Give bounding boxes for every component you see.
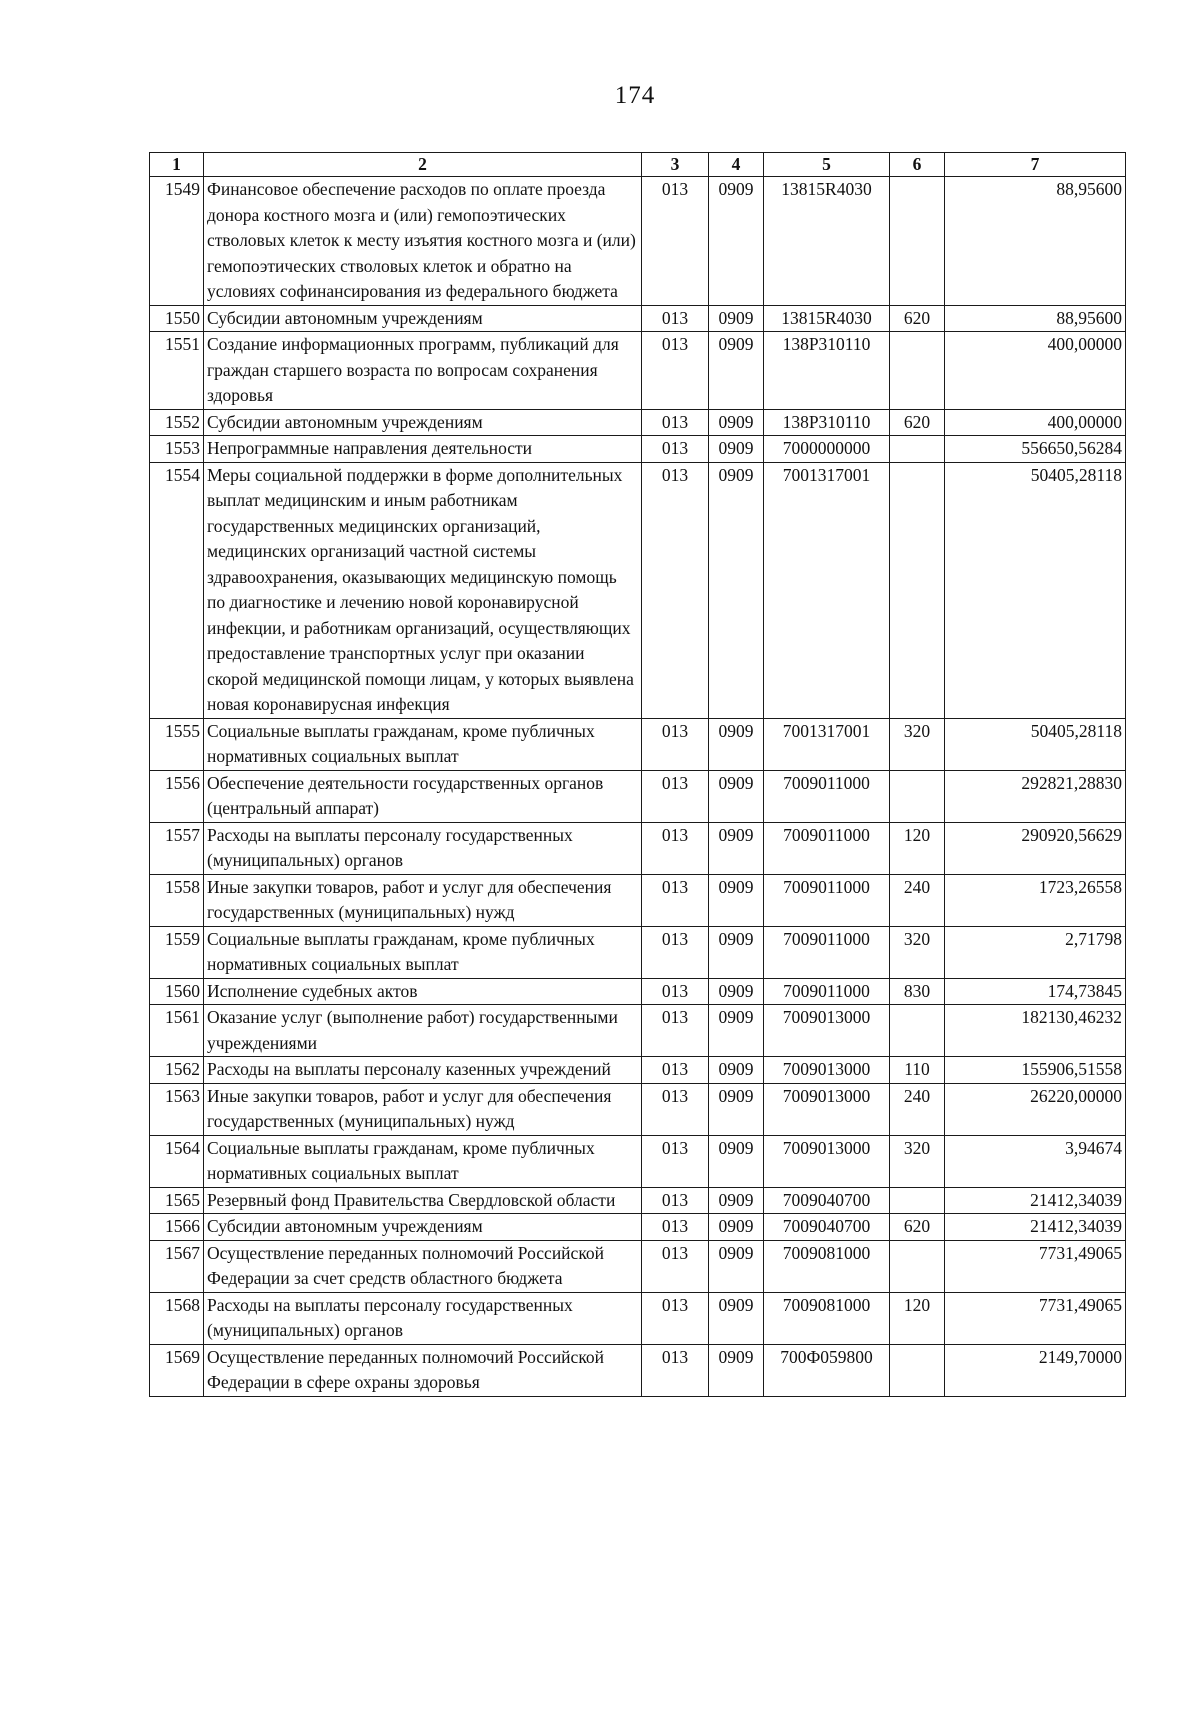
expense-type-code: [890, 1344, 945, 1396]
target-article-code: 7000000000: [764, 436, 890, 463]
ministry-code: 013: [642, 1135, 709, 1187]
target-article-code: 7009011000: [764, 926, 890, 978]
row-number: 1550: [150, 305, 204, 332]
target-article-code: 700Ф059800: [764, 1344, 890, 1396]
row-number: 1560: [150, 978, 204, 1005]
section-code: 0909: [709, 718, 764, 770]
expense-type-code: 620: [890, 305, 945, 332]
amount: 3,94674: [945, 1135, 1126, 1187]
section-code: 0909: [709, 978, 764, 1005]
ministry-code: 013: [642, 770, 709, 822]
row-number: 1565: [150, 1187, 204, 1214]
section-code: 0909: [709, 822, 764, 874]
section-code: 0909: [709, 1005, 764, 1057]
row-description: Создание информационных программ, публикаций для граждан старшего возраста по вопросам сохранения здоровья: [204, 332, 642, 410]
row-number: 1564: [150, 1135, 204, 1187]
amount: 174,73845: [945, 978, 1126, 1005]
amount: 2,71798: [945, 926, 1126, 978]
target-article-code: 7009081000: [764, 1240, 890, 1292]
table-header-row: [150, 153, 1126, 177]
row-number: 1554: [150, 462, 204, 718]
row-number: 1553: [150, 436, 204, 463]
ministry-code: 013: [642, 1057, 709, 1084]
row-number: 1567: [150, 1240, 204, 1292]
expense-type-code: [890, 177, 945, 306]
table-row: [150, 874, 1126, 926]
row-description: Социальные выплаты гражданам, кроме публичных нормативных социальных выплат: [204, 926, 642, 978]
target-article-code: 13815R4030: [764, 177, 890, 306]
section-code: 0909: [709, 926, 764, 978]
row-number: 1559: [150, 926, 204, 978]
ministry-code: 013: [642, 1344, 709, 1396]
expense-type-code: [890, 1187, 945, 1214]
ministry-code: 013: [642, 874, 709, 926]
row-description: Субсидии автономным учреждениям: [204, 305, 642, 332]
row-description: Резервный фонд Правительства Свердловской области: [204, 1187, 642, 1214]
amount: 292821,28830: [945, 770, 1126, 822]
expense-type-code: [890, 1240, 945, 1292]
section-code: 0909: [709, 1135, 764, 1187]
header-col-5: 5: [764, 153, 890, 177]
expense-type-code: [890, 332, 945, 410]
header-col-2: 2: [204, 153, 642, 177]
row-number: 1562: [150, 1057, 204, 1084]
row-number: 1555: [150, 718, 204, 770]
target-article-code: 7009011000: [764, 822, 890, 874]
table-row: [150, 332, 1126, 410]
section-code: 0909: [709, 1214, 764, 1241]
row-number: 1551: [150, 332, 204, 410]
target-article-code: 7009013000: [764, 1135, 890, 1187]
row-number: 1557: [150, 822, 204, 874]
table-row: [150, 926, 1126, 978]
ministry-code: 013: [642, 1083, 709, 1135]
section-code: 0909: [709, 1083, 764, 1135]
row-number: 1556: [150, 770, 204, 822]
row-description: Социальные выплаты гражданам, кроме публичных нормативных социальных выплат: [204, 1135, 642, 1187]
amount: 50405,28118: [945, 462, 1126, 718]
expense-type-code: 320: [890, 926, 945, 978]
table-row: [150, 436, 1126, 463]
amount: 556650,56284: [945, 436, 1126, 463]
section-code: 0909: [709, 1057, 764, 1084]
expense-type-code: 830: [890, 978, 945, 1005]
target-article-code: 7001317001: [764, 462, 890, 718]
row-number: 1568: [150, 1292, 204, 1344]
amount: 21412,34039: [945, 1187, 1126, 1214]
expense-type-code: 320: [890, 1135, 945, 1187]
table-row: [150, 1292, 1126, 1344]
table-row: [150, 409, 1126, 436]
ministry-code: 013: [642, 1005, 709, 1057]
expense-type-code: 240: [890, 1083, 945, 1135]
section-code: 0909: [709, 436, 764, 463]
target-article-code: 13815R4030: [764, 305, 890, 332]
amount: 290920,56629: [945, 822, 1126, 874]
table-row: [150, 1083, 1126, 1135]
table-row: [150, 1214, 1126, 1241]
amount: 88,95600: [945, 305, 1126, 332]
row-description: Расходы на выплаты персоналу государственных (муниципальных) органов: [204, 822, 642, 874]
ministry-code: 013: [642, 1214, 709, 1241]
section-code: 0909: [709, 1344, 764, 1396]
header-col-3: 3: [642, 153, 709, 177]
target-article-code: 7009040700: [764, 1187, 890, 1214]
row-description: Осуществление переданных полномочий Российской Федерации за счет средств областного бюджета: [204, 1240, 642, 1292]
amount: 7731,49065: [945, 1292, 1126, 1344]
row-description: Расходы на выплаты персоналу государственных (муниципальных) органов: [204, 1292, 642, 1344]
ministry-code: 013: [642, 305, 709, 332]
amount: 50405,28118: [945, 718, 1126, 770]
expense-type-code: 120: [890, 1292, 945, 1344]
amount: 1723,26558: [945, 874, 1126, 926]
row-description: Оказание услуг (выполнение работ) государственными учреждениями: [204, 1005, 642, 1057]
amount: 88,95600: [945, 177, 1126, 306]
row-number: 1563: [150, 1083, 204, 1135]
header-col-6: 6: [890, 153, 945, 177]
amount: 2149,70000: [945, 1344, 1126, 1396]
expense-type-code: [890, 436, 945, 463]
amount: 7731,49065: [945, 1240, 1126, 1292]
section-code: 0909: [709, 1187, 764, 1214]
target-article-code: 138P310110: [764, 332, 890, 410]
table-body: [150, 177, 1126, 1397]
ministry-code: 013: [642, 409, 709, 436]
header-col-4: 4: [709, 153, 764, 177]
table-row: [150, 822, 1126, 874]
target-article-code: 138P310110: [764, 409, 890, 436]
table-row: [150, 718, 1126, 770]
section-code: 0909: [709, 1240, 764, 1292]
section-code: 0909: [709, 874, 764, 926]
amount: 26220,00000: [945, 1083, 1126, 1135]
row-number: 1561: [150, 1005, 204, 1057]
table-row: [150, 1005, 1126, 1057]
header-col-7: 7: [945, 153, 1126, 177]
table-row: [150, 770, 1126, 822]
ministry-code: 013: [642, 462, 709, 718]
row-number: 1569: [150, 1344, 204, 1396]
expense-type-code: [890, 462, 945, 718]
row-description: Иные закупки товаров, работ и услуг для обеспечения государственных (муниципальных) нужд: [204, 874, 642, 926]
target-article-code: 7009013000: [764, 1005, 890, 1057]
row-description: Исполнение судебных актов: [204, 978, 642, 1005]
section-code: 0909: [709, 1292, 764, 1344]
table-row: [150, 1135, 1126, 1187]
target-article-code: 7009013000: [764, 1083, 890, 1135]
section-code: 0909: [709, 177, 764, 306]
table-row: [150, 1057, 1126, 1084]
target-article-code: 7009011000: [764, 978, 890, 1005]
amount: 400,00000: [945, 332, 1126, 410]
target-article-code: 7009081000: [764, 1292, 890, 1344]
expense-type-code: 620: [890, 1214, 945, 1241]
section-code: 0909: [709, 462, 764, 718]
target-article-code: 7009040700: [764, 1214, 890, 1241]
target-article-code: 7009011000: [764, 770, 890, 822]
amount: 155906,51558: [945, 1057, 1126, 1084]
ministry-code: 013: [642, 177, 709, 306]
row-number: 1549: [150, 177, 204, 306]
expense-type-code: 120: [890, 822, 945, 874]
amount: 21412,34039: [945, 1214, 1126, 1241]
table-row: [150, 462, 1126, 718]
ministry-code: 013: [642, 822, 709, 874]
section-code: 0909: [709, 770, 764, 822]
table-row: [150, 1240, 1126, 1292]
ministry-code: 013: [642, 718, 709, 770]
expense-type-code: 110: [890, 1057, 945, 1084]
target-article-code: 7001317001: [764, 718, 890, 770]
amount: 400,00000: [945, 409, 1126, 436]
expense-type-code: [890, 770, 945, 822]
row-description: Обеспечение деятельности государственных органов (центральный аппарат): [204, 770, 642, 822]
expense-type-code: 320: [890, 718, 945, 770]
ministry-code: 013: [642, 436, 709, 463]
section-code: 0909: [709, 332, 764, 410]
expense-type-code: 240: [890, 874, 945, 926]
section-code: 0909: [709, 409, 764, 436]
amount: 182130,46232: [945, 1005, 1126, 1057]
table-row: [150, 1187, 1126, 1214]
row-number: 1558: [150, 874, 204, 926]
row-description: Финансовое обеспечение расходов по оплате проезда донора костного мозга и (или) гемопоэтических стволовых клеток к месту изъятия костного мозга и (или) гемопоэтических стволовых клеток и обратно на условиях софинансирования из федерального бюджета: [204, 177, 642, 306]
row-number: 1566: [150, 1214, 204, 1241]
ministry-code: 013: [642, 926, 709, 978]
ministry-code: 013: [642, 1240, 709, 1292]
budget-table: [149, 152, 1126, 1397]
row-number: 1552: [150, 409, 204, 436]
table-row: [150, 1344, 1126, 1396]
expense-type-code: [890, 1005, 945, 1057]
row-description: Субсидии автономным учреждениям: [204, 1214, 642, 1241]
row-description: Иные закупки товаров, работ и услуг для обеспечения государственных (муниципальных) нужд: [204, 1083, 642, 1135]
expense-type-code: 620: [890, 409, 945, 436]
ministry-code: 013: [642, 1292, 709, 1344]
header-col-1: 1: [150, 153, 204, 177]
row-description: Меры социальной поддержки в форме дополнительных выплат медицинским и иным работникам государственных медицинских организаций, медицинских организаций частной системы здравоохранения, оказывающих медицинскую помощь по диагностике и лечению новой коронавирусной инфекции, и работникам организаций, осуществляющих предоставление транспортных услуг при оказании скорой медицинской помощи лицам, у которых выявлена новая коронавирусная инфекция: [204, 462, 642, 718]
row-description: Непрограммные направления деятельности: [204, 436, 642, 463]
row-description: Осуществление переданных полномочий Российской Федерации в сфере охраны здоровья: [204, 1344, 642, 1396]
table-row: [150, 177, 1126, 306]
ministry-code: 013: [642, 332, 709, 410]
row-description: Социальные выплаты гражданам, кроме публичных нормативных социальных выплат: [204, 718, 642, 770]
page-number: 174: [614, 82, 656, 109]
target-article-code: 7009013000: [764, 1057, 890, 1084]
target-article-code: 7009011000: [764, 874, 890, 926]
row-description: Субсидии автономным учреждениям: [204, 409, 642, 436]
ministry-code: 013: [642, 1187, 709, 1214]
ministry-code: 013: [642, 978, 709, 1005]
table-row: [150, 978, 1126, 1005]
section-code: 0909: [709, 305, 764, 332]
table-row: [150, 305, 1126, 332]
row-description: Расходы на выплаты персоналу казенных учреждений: [204, 1057, 642, 1084]
